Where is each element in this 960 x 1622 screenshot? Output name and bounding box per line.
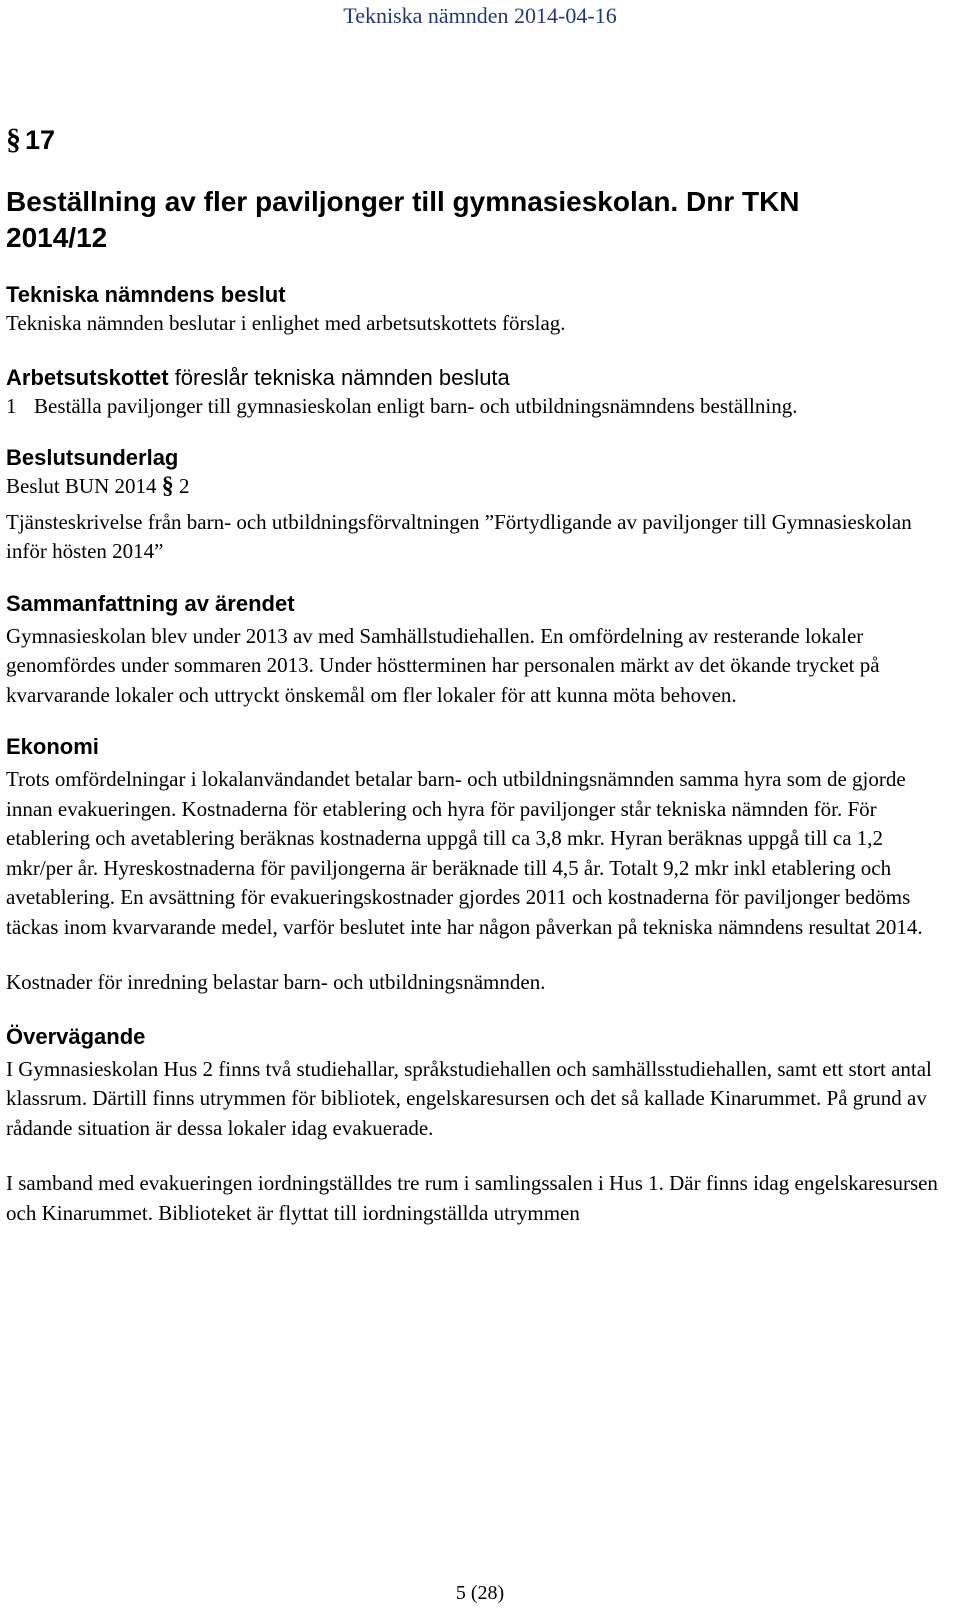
economy-text-2: Kostnader för inredning belastar barn- och utbildningsnämnden.	[6, 970, 546, 994]
document-title: Beställning av fler paviljonger till gymnasieskolan. Dnr TKN 2014/12	[6, 186, 800, 253]
consideration-heading: Övervägande	[6, 1023, 146, 1049]
proposal-item-number: 1	[6, 393, 17, 418]
summary-text: Gymnasieskolan blev under 2013 av med Samhällstudiehallen. En omfördelning av resterande lokaler genomfördes under sommaren 2013. Under höstterminen har personalen märkt av det ökande trycket på kvarvarande lokaler och uttryckt önskemål om fler lokaler för att kunna möta behoven.	[6, 623, 880, 707]
basis-paragraph-sign: §	[161, 473, 174, 499]
economy-block	[6, 732, 946, 998]
proposal-heading-rest: föreslår tekniska nämnden besluta	[168, 364, 510, 390]
proposal-heading	[6, 363, 946, 392]
section-number: 17	[25, 125, 56, 155]
consideration-text-2: I samband med evakueringen iordningställdes tre rum i samlingssalen i Hus 1. Där finns idag engelskaresursen och Kinarummet. Biblioteket är flyttat till iordningställda utrymmen	[6, 1171, 938, 1225]
basis-line-2: Tjänsteskrivelse från barn- och utbildningsförvaltningen ”Förtydligande av paviljonger till Gymnasieskolan inför hösten 2014”	[6, 509, 912, 563]
page-header: Tekniska nämnden 2014-04-16	[343, 3, 617, 28]
document-body	[6, 118, 946, 1228]
summary-heading: Sammanfattning av ärendet	[6, 590, 295, 616]
proposal-item	[6, 392, 946, 422]
basis-line-1-pre: Beslut BUN 2014	[6, 474, 162, 498]
paragraph-sign: §	[6, 123, 21, 156]
consideration-text-1: I Gymnasieskolan Hus 2 finns två studiehallar, språkstudiehallen och samhällsstudiehallen, samt ett stort antal klassrum. Därtill finns utrymmen för bibliotek, engelskaresursen och det så kallade Kinarummet. På grund av rådande situation är dessa lokaler idag evakuerade.	[6, 1056, 932, 1140]
basis-block	[6, 443, 946, 567]
basis-line-1	[6, 472, 946, 502]
decision-text: Tekniska nämnden beslutar i enlighet med arbetsutskottets förslag.	[6, 311, 566, 335]
summary-block	[6, 589, 946, 711]
consideration-block	[6, 1022, 946, 1229]
page-number: 5 (28)	[455, 1582, 505, 1604]
economy-text-1: Trots omfördelningar i lokalanvändandet betalar barn- och utbildningsnämnden samma hyra som de gjorde innan evakueringen. Kostnaderna för etablering och hyra för paviljonger står tekniska nämnden för. För etablering och avetablering beräknas kostnaderna uppgå till ca 3,8 mkr. Hyran beräknas uppgå till ca 1,2 mkr/per år. Hyreskostnaderna för paviljongerna är beräknade till 4,5 år. Totalt 9,2 mkr inkl etablering och avetablering. En avsättning för evakueringskostnader gjordes 2011 och kostnaderna för paviljonger bedöms täckas inom kvarvarande medel, varför beslutet inte har någon påverkan på tekniska nämndens resultat 2014.	[6, 767, 923, 939]
proposal-block	[6, 363, 946, 422]
basis-line-1-post: 2	[173, 474, 190, 498]
decision-block	[6, 280, 946, 339]
economy-heading: Ekonomi	[6, 734, 99, 759]
decision-heading: Tekniska nämndens beslut	[6, 282, 286, 307]
basis-heading: Beslutsunderlag	[6, 445, 179, 470]
proposal-item-text: Beställa paviljonger till gymnasieskolan enligt barn- och utbildningsnämndens beställning.	[34, 393, 798, 418]
proposal-heading-bold: Arbetsutskottet	[6, 364, 169, 390]
section-heading	[6, 118, 946, 162]
